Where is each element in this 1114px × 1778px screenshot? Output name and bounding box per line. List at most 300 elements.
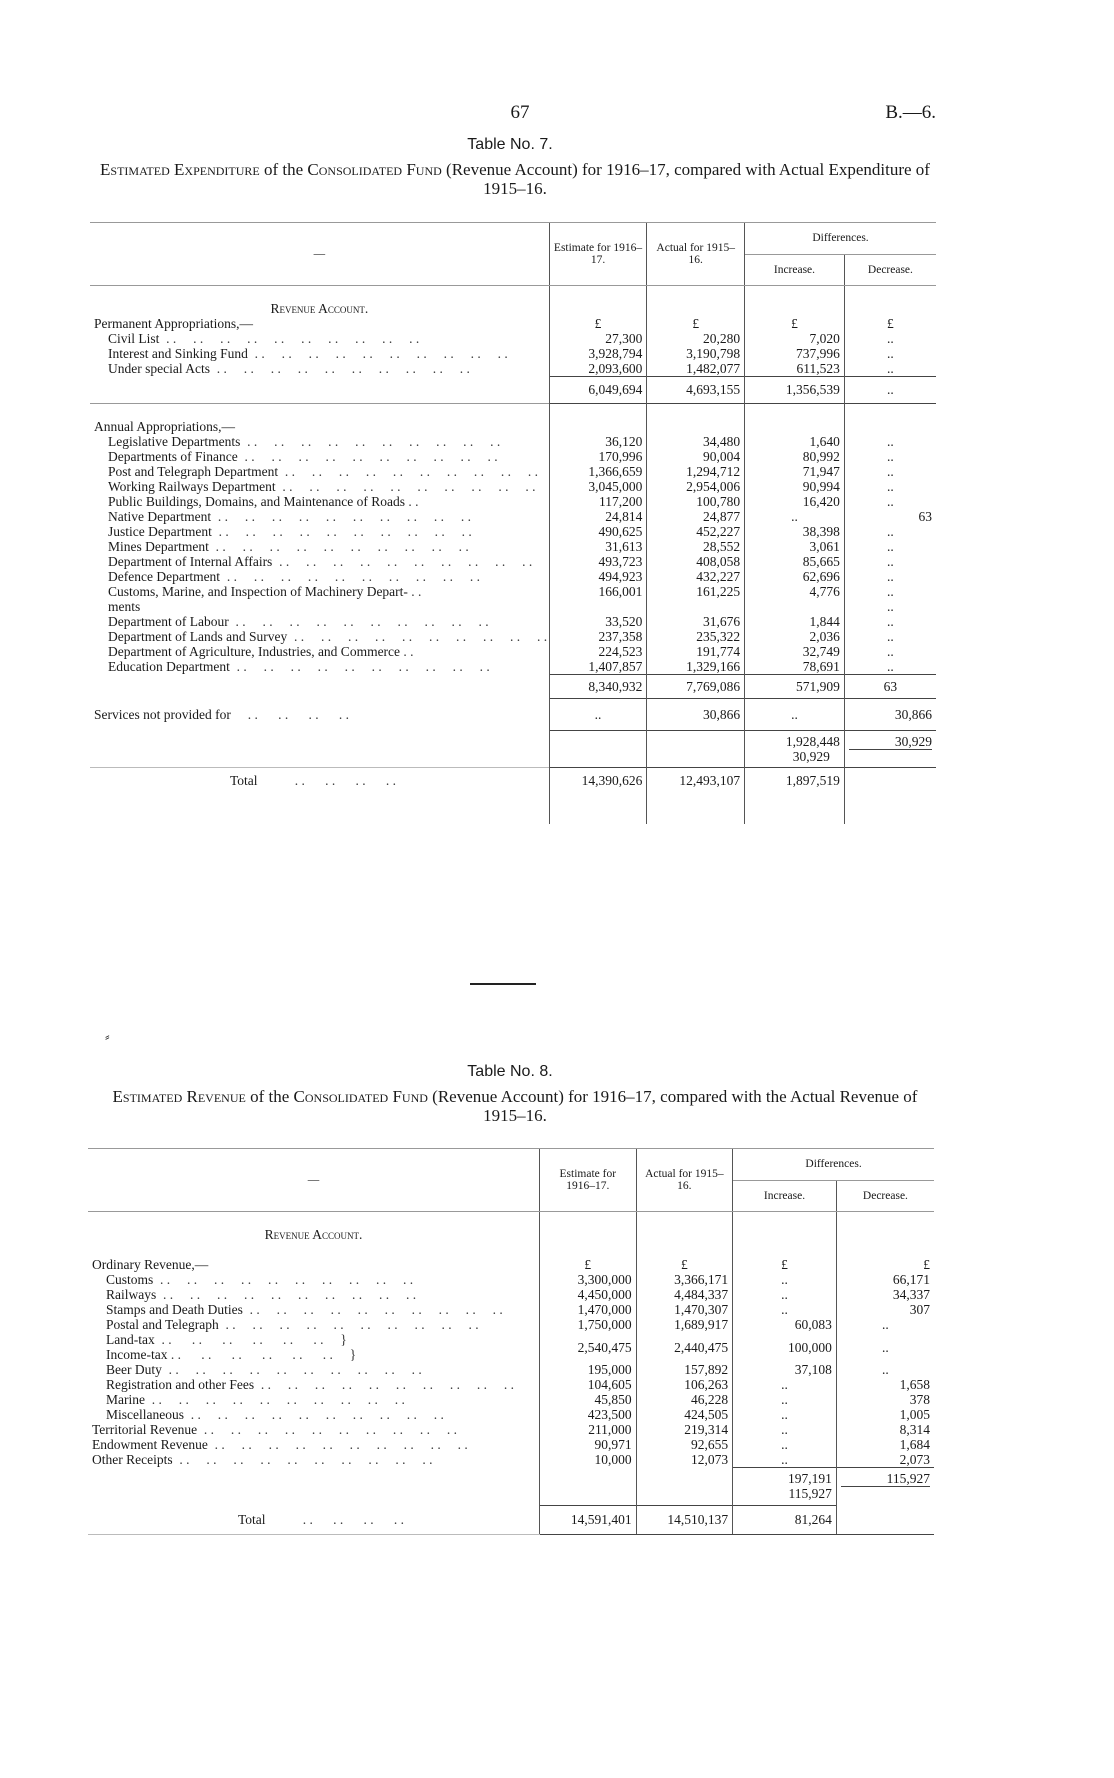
row-label-cell: Postal and Telegraph . . . . . . . . . . . . . . . . . . . . [106,1317,479,1332]
table-row [88,1407,934,1422]
cell-actual: 408,058 [647,554,745,569]
row-label: Working Railways Department [108,479,276,494]
table8-subtotal-row [88,1468,934,1506]
table-row [90,346,936,361]
cell-estimate: 2,540,475 [539,1332,636,1362]
cell-increase: 81,264 [733,1506,837,1535]
row-label: Post and Telegraph Department [108,464,279,479]
cell-actual: 100,780 [647,494,745,509]
cell-actual: 432,227 [647,569,745,584]
row-label: Education Department [108,659,230,675]
currency-sign: £ [844,316,936,331]
table7-heading-b: of the [259,160,308,179]
cell-actual: 1,482,077 [647,361,745,377]
table-row [90,644,936,659]
cell-decrease: .. [844,554,936,569]
table7-grid [90,222,936,824]
cell-increase: .. [733,1437,837,1452]
cell-increase: 4,776 [745,584,845,599]
cell-estimate: .. [549,699,647,731]
row-label: Department of Agriculture, Industries, and Commerce [108,644,401,659]
cell-increase: .. [733,1392,837,1407]
cell-increase: 100,000 [733,1332,837,1362]
row-label-cell: Department of Agriculture, Industries, and Commerce . . [108,644,414,659]
table-row [90,614,936,629]
row-label: Stamps and Death Duties [106,1302,243,1317]
cell-actual: 28,552 [647,539,745,554]
table-row [90,479,936,494]
cell-increase: 62,696 [745,569,845,584]
row-label: Endowment Revenue [92,1437,208,1452]
currency-sign: £ [647,316,745,331]
cell-decrease: 30,929 [849,734,932,750]
row-label-cell: Stamps and Death Duties . . . . . . . . . . . . . . . . . . . . [106,1302,503,1317]
cell-decrease: .. [844,659,936,675]
cell-actual: 14,510,137 [636,1506,733,1535]
cell-estimate: 33,520 [549,614,647,629]
row-label-cell: Justice Department . . . . . . . . . . . . . . . . . . . . [108,524,472,539]
table8-land-income-row [88,1332,934,1362]
cell-increase: 1,928,448 [785,734,840,749]
row-label: Department of Internal Affairs [108,554,273,569]
cell-actual: 12,073 [636,1452,733,1468]
cell-increase: 1,356,539 [745,377,845,404]
cell-estimate: 2,093,600 [549,361,647,377]
cell-actual [647,599,745,614]
table7-heading-a: Estimated Expenditure [100,160,260,179]
cell-increase: 90,994 [745,479,845,494]
cell-estimate: 490,625 [549,524,647,539]
cell-decrease: .. [844,361,936,377]
table-row [88,1317,934,1332]
cell-actual: 2,954,006 [647,479,745,494]
table7-annual-label: Annual Appropriations,— [94,419,235,434]
table-row [88,1287,934,1302]
table7-heading-d: (Revenue Account) for 1916–17, compared with Actual Expenditure of 1915–16. [441,160,930,198]
currency-sign: £ [549,316,647,331]
cell-decrease: .. [844,569,936,584]
cell-actual: 7,769,086 [647,675,745,699]
table-row [90,554,936,569]
cell-actual: 4,484,337 [636,1287,733,1302]
table-row [88,1452,934,1468]
cell-decrease: 66,171 [836,1272,934,1287]
table8-header-estimate: Estimate for 1916–17. [539,1149,636,1212]
cell-increase: 32,749 [745,644,845,659]
table-row [90,464,936,479]
table-row [90,524,936,539]
table8-total-row [88,1506,934,1535]
row-label: Native Department [108,509,212,524]
cell-decrease: 115,927 [841,1471,930,1487]
cell-actual: 106,263 [636,1377,733,1392]
cell-estimate [549,599,647,614]
row-label-cell: Department of Internal Affairs . . . . . . . . . . . . . . . . . . . . [108,554,533,569]
cell-estimate: 36,120 [549,434,647,449]
table7-header-increase: Increase. [745,254,845,286]
cell-decrease: 1,658 [836,1377,934,1392]
row-label: Interest and Sinking Fund [108,346,248,361]
cell-estimate: 3,928,794 [549,346,647,361]
cell-estimate: 224,523 [549,644,647,659]
cell-decrease: .. [844,614,936,629]
cell-increase: 197,191 [787,1471,832,1486]
row-label: Total [230,773,258,788]
cell-increase: .. [733,1452,837,1468]
currency-sign: £ [733,1257,837,1272]
cell-actual: 2,440,475 [636,1332,733,1362]
cell-decrease: .. [844,449,936,464]
table-row [88,1392,934,1407]
row-label: Justice Department [108,524,212,539]
table8-heading [95,1087,935,1125]
cell-increase: 3,061 [745,539,845,554]
cell-actual: 90,004 [647,449,745,464]
table7-header-decrease: Decrease. [844,254,936,286]
row-label-cell: Beer Duty . . . . . . . . . . . . . . . . . . . . [106,1362,422,1377]
row-label-cell: Marine . . . . . . . . . . . . . . . . . . . . [106,1392,405,1407]
table-row [88,1302,934,1317]
cell-increase: 2,036 [745,629,845,644]
cell-decrease: .. [844,599,936,614]
cell-actual: 424,505 [636,1407,733,1422]
cell-decrease: .. [836,1317,934,1332]
table7-total-row [90,767,936,794]
cell-decrease: .. [836,1362,934,1377]
row-label: Miscellaneous [106,1407,184,1422]
cell-actual: 34,480 [647,434,745,449]
cell-actual: 235,322 [647,629,745,644]
page-reference: B.—6. [885,102,936,123]
table7-services-label: Services not provided for . . . . . . . . [94,707,349,722]
cell-decrease: 63 [844,509,936,524]
cell-increase: .. [733,1302,837,1317]
row-label: Mines Department [108,539,209,554]
cell-estimate: 195,000 [539,1362,636,1377]
table8-header-blank: — [88,1149,539,1212]
table7-services-row [90,699,936,731]
table-row [88,1377,934,1392]
table-row [90,434,936,449]
table7-header-actual: Actual for 1915–16. [647,223,745,286]
table-row [88,1437,934,1452]
cell-decrease: 1,684 [836,1437,934,1452]
row-label: Legislative Departments [108,434,241,449]
row-label-cell: Customs . . . . . . . . . . . . . . . . . . . . [106,1272,414,1287]
row-label: Department of Lands and Survey [108,629,288,644]
cell-estimate: 117,200 [549,494,647,509]
cell-decrease: .. [844,434,936,449]
table-row [90,599,936,614]
table-row [90,629,936,644]
cell-decrease: .. [844,377,936,404]
row-label: Customs [106,1272,154,1287]
cell-decrease: 1,005 [836,1407,934,1422]
table7-heading-c: Consolidated Fund [307,160,442,179]
row-label: Land-tax [106,1332,155,1347]
table8-header-decrease: Decrease. [836,1180,934,1212]
row-label-cell: Department of Labour . . . . . . . . . . . . . . . . . . . . [108,614,489,629]
cell-decrease: .. [844,629,936,644]
table-row [88,1272,934,1287]
cell-estimate: 1,750,000 [539,1317,636,1332]
cell-decrease: 307 [836,1302,934,1317]
cell-decrease: 63 [844,675,936,699]
table8-ordinary-label: Ordinary Revenue,— [92,1257,209,1272]
cell-estimate: 31,613 [549,539,647,554]
cell-estimate: 14,390,626 [549,767,647,794]
row-label-cell [90,599,549,614]
cell-estimate: 24,814 [549,509,647,524]
cell-estimate: 211,000 [539,1422,636,1437]
table8-header-row [88,1149,934,1181]
cell-actual: 20,280 [647,331,745,346]
row-label: Civil List [108,331,160,346]
cell-increase: .. [745,509,845,524]
table7-total-label: Total . . . . . . . . [90,767,549,794]
row-label-cell: Department of Lands and Survey . . . . . . . . . . . . . . . . . . . . [108,629,548,644]
table-row [90,509,936,524]
row-label: Territorial Revenue [92,1422,198,1437]
cell-increase: 737,996 [745,346,845,361]
cell-actual: 161,225 [647,584,745,599]
table7-section-label: Revenue Account. [270,301,369,316]
cell-decrease: .. [844,331,936,346]
table-row [88,1422,934,1437]
table8-section-row [88,1227,934,1242]
cell-estimate: 170,996 [549,449,647,464]
table8-header-increase: Increase. [733,1180,837,1212]
row-label-cell: Education Department . . . . . . . . . . . . . . . . . . . . [108,659,490,675]
cell-increase: 85,665 [745,554,845,569]
table-row [90,331,936,346]
cell-decrease: .. [836,1332,934,1362]
cell-decrease: 30,866 [844,699,936,731]
cell-actual: 1,329,166 [647,659,745,675]
row-label: Postal and Telegraph [106,1317,219,1332]
currency-sign: £ [636,1257,733,1272]
cell-increase: 611,523 [745,361,845,377]
row-label-cell: Endowment Revenue . . . . . . . . . . . . . . . . . . . . [92,1437,468,1452]
row-label: Income-tax [106,1347,168,1362]
table7-header-differences: Differences. [745,223,936,255]
cell-increase: 80,992 [745,449,845,464]
cell-increase [745,599,845,614]
cell-actual: 191,774 [647,644,745,659]
cell-actual: 31,676 [647,614,745,629]
row-label: Customs, Marine, and Inspection of Machinery Depart- [108,584,408,599]
cell-decrease: .. [844,346,936,361]
table8-heading-d: (Revenue Account) for 1916–17, compared with the Actual Revenue of 1915–16. [427,1087,918,1125]
cell-decrease: .. [844,494,936,509]
cell-actual: 1,689,917 [636,1317,733,1332]
cell-increase: 38,398 [745,524,845,539]
cell-increase: 1,844 [745,614,845,629]
cell-estimate: 4,450,000 [539,1287,636,1302]
cell-increase: 30,929 [792,749,830,764]
cell-estimate: 1,366,659 [549,464,647,479]
table8-total-label: Total . . . . . . . . [88,1506,539,1535]
cell-estimate: 237,358 [549,629,647,644]
cell-estimate: 3,300,000 [539,1272,636,1287]
table-row [90,361,936,377]
cell-increase: .. [733,1287,837,1302]
cell-estimate: 10,000 [539,1452,636,1468]
table8-header-differences: Differences. [733,1149,934,1181]
table7-header-estimate: Estimate for 1916–17. [549,223,647,286]
table7-perm-label: Permanent Appropriations,— [94,316,253,331]
row-label: Department of Labour [108,614,229,629]
cell-decrease: .. [844,464,936,479]
cell-actual: 3,366,171 [636,1272,733,1287]
cell-estimate: 14,591,401 [539,1506,636,1535]
table8-section-label: Revenue Account. [264,1227,363,1242]
row-label-cell: Other Receipts . . . . . . . . . . . . . . . . . . . . [92,1452,433,1468]
table-row [90,584,936,599]
table7-annual-label-row [90,419,936,434]
table8-land-income-label: Land-tax . . . . . . . . . . . . } Income-tax . . . . . . . . . . . . } [106,1332,357,1362]
cell-increase: 1,897,519 [745,767,845,794]
cell-actual: 12,493,107 [647,767,745,794]
table7-heading [95,160,935,198]
table8-grid [88,1148,934,1535]
row-label-cell: Working Railways Department . . . . . . . . . . . . . . . . . . . . [108,479,536,494]
row-label-cell: Legislative Departments . . . . . . . . . . . . . . . . . . . . [108,434,501,449]
cell-increase: 71,947 [745,464,845,479]
cell-decrease: .. [844,539,936,554]
row-label-cell: Defence Department . . . . . . . . . . . . . . . . . . . . [108,569,480,584]
stray-mark-icon: ⸗ [105,1030,110,1045]
row-label-cell: Mines Department . . . . . . . . . . . . . . . . . . . . [108,539,469,554]
table7-title: Table No. 7. [467,136,553,153]
table8-heading-c: Consolidated Fund [293,1087,428,1106]
cell-estimate: 493,723 [549,554,647,569]
page-number: 67 [510,102,530,123]
currency-sign: £ [539,1257,636,1272]
cell-estimate: 6,049,694 [549,377,647,404]
row-label: Departments of Finance [108,449,238,464]
cell-estimate: 1,407,857 [549,659,647,675]
cell-decrease: 8,314 [836,1422,934,1437]
table8-ordinary-label-row [88,1257,934,1272]
cell-actual: 4,693,155 [647,377,745,404]
row-label-cell: Under special Acts . . . . . . . . . . . . . . . . . . . . [108,361,470,377]
row-label: Registration and other Fees [106,1377,255,1392]
table-row [88,1362,934,1377]
cell-estimate: 27,300 [549,331,647,346]
cell-actual: 219,314 [636,1422,733,1437]
row-label: Railways [106,1287,157,1302]
table-row [90,659,936,675]
table7-header-blank: — [90,223,549,286]
cell-increase: 571,909 [745,675,845,699]
table-row [90,494,936,509]
cell-estimate: 494,923 [549,569,647,584]
row-label-cell: Public Buildings, Domains, and Maintenance of Roads . . [108,494,419,509]
row-label-cell: Territorial Revenue . . . . . . . . . . . . . . . . . . . . [92,1422,458,1437]
row-label-cell: Miscellaneous . . . . . . . . . . . . . . . . . . . . [106,1407,444,1422]
cell-increase: 16,420 [745,494,845,509]
cell-increase: 78,691 [745,659,845,675]
row-label: ments [108,599,141,614]
cell-increase: 37,108 [733,1362,837,1377]
table8-title: Table No. 8. [467,1063,553,1080]
table8-heading-a: Estimated Revenue [112,1087,246,1106]
cell-increase: 60,083 [733,1317,837,1332]
row-label: Public Buildings, Domains, and Maintenance of Roads [108,494,405,509]
table-row [90,569,936,584]
table-row [90,539,936,554]
table7-annual-total-row [90,675,936,699]
row-label-cell: Native Department . . . . . . . . . . . . . . . . . . . . [108,509,471,524]
cell-actual: 1,294,712 [647,464,745,479]
section-divider [470,983,536,985]
cell-decrease: .. [844,644,936,659]
cell-estimate: 45,850 [539,1392,636,1407]
cell-estimate: 423,500 [539,1407,636,1422]
row-label-cell: Customs, Marine, and Inspection of Machinery Depart- . . [108,584,422,599]
cell-actual: 30,866 [647,699,745,731]
row-label-cell: Railways . . . . . . . . . . . . . . . . . . . . [106,1287,417,1302]
cell-increase: 115,927 [788,1486,832,1501]
table7-perm-label-row [90,316,936,331]
cell-actual: 157,892 [636,1362,733,1377]
cell-decrease: .. [844,479,936,494]
cell-decrease: 378 [836,1392,934,1407]
table7-subtotal-row [90,731,936,768]
row-label: Beer Duty [106,1362,162,1377]
table7-header-row [90,223,936,255]
cell-estimate: 90,971 [539,1437,636,1452]
row-label: Other Receipts [92,1452,173,1468]
cell-increase: .. [733,1272,837,1287]
cell-estimate: 8,340,932 [549,675,647,699]
cell-actual: 92,655 [636,1437,733,1452]
row-label: Services not provided for [94,707,231,722]
cell-increase: .. [733,1422,837,1437]
cell-estimate: 166,001 [549,584,647,599]
cell-estimate: 3,045,000 [549,479,647,494]
row-label: Marine [106,1392,145,1407]
cell-increase: 7,020 [745,331,845,346]
cell-actual: 46,228 [636,1392,733,1407]
table7-perm-total-row [90,377,936,404]
row-label-cell: Departments of Finance . . . . . . . . . . . . . . . . . . . . [108,449,498,464]
cell-increase: 1,640 [745,434,845,449]
cell-actual: 24,877 [647,509,745,524]
currency-sign: £ [836,1257,934,1272]
row-label: Under special Acts [108,361,210,377]
cell-actual: 1,470,307 [636,1302,733,1317]
row-label-cell: Post and Telegraph Department . . . . . . . . . . . . . . . . . . . . [108,464,539,479]
row-label-cell: Registration and other Fees . . . . . . . . . . . . . . . . . . . . [106,1377,514,1392]
table7-section-row [90,301,936,316]
cell-increase: .. [745,699,845,731]
cell-decrease: .. [844,524,936,539]
cell-decrease: 34,337 [836,1287,934,1302]
row-label: Defence Department [108,569,221,584]
cell-estimate: 1,470,000 [539,1302,636,1317]
row-label: Total [238,1512,266,1527]
currency-sign: £ [745,316,845,331]
cell-actual: 452,227 [647,524,745,539]
row-label-cell: Interest and Sinking Fund . . . . . . . . . . . . . . . . . . . . [108,346,508,361]
table8-header-actual: Actual for 1915–16. [636,1149,733,1212]
cell-increase: .. [733,1407,837,1422]
cell-actual: 3,190,798 [647,346,745,361]
cell-increase: .. [733,1377,837,1392]
table8-heading-b: of the [245,1087,294,1106]
